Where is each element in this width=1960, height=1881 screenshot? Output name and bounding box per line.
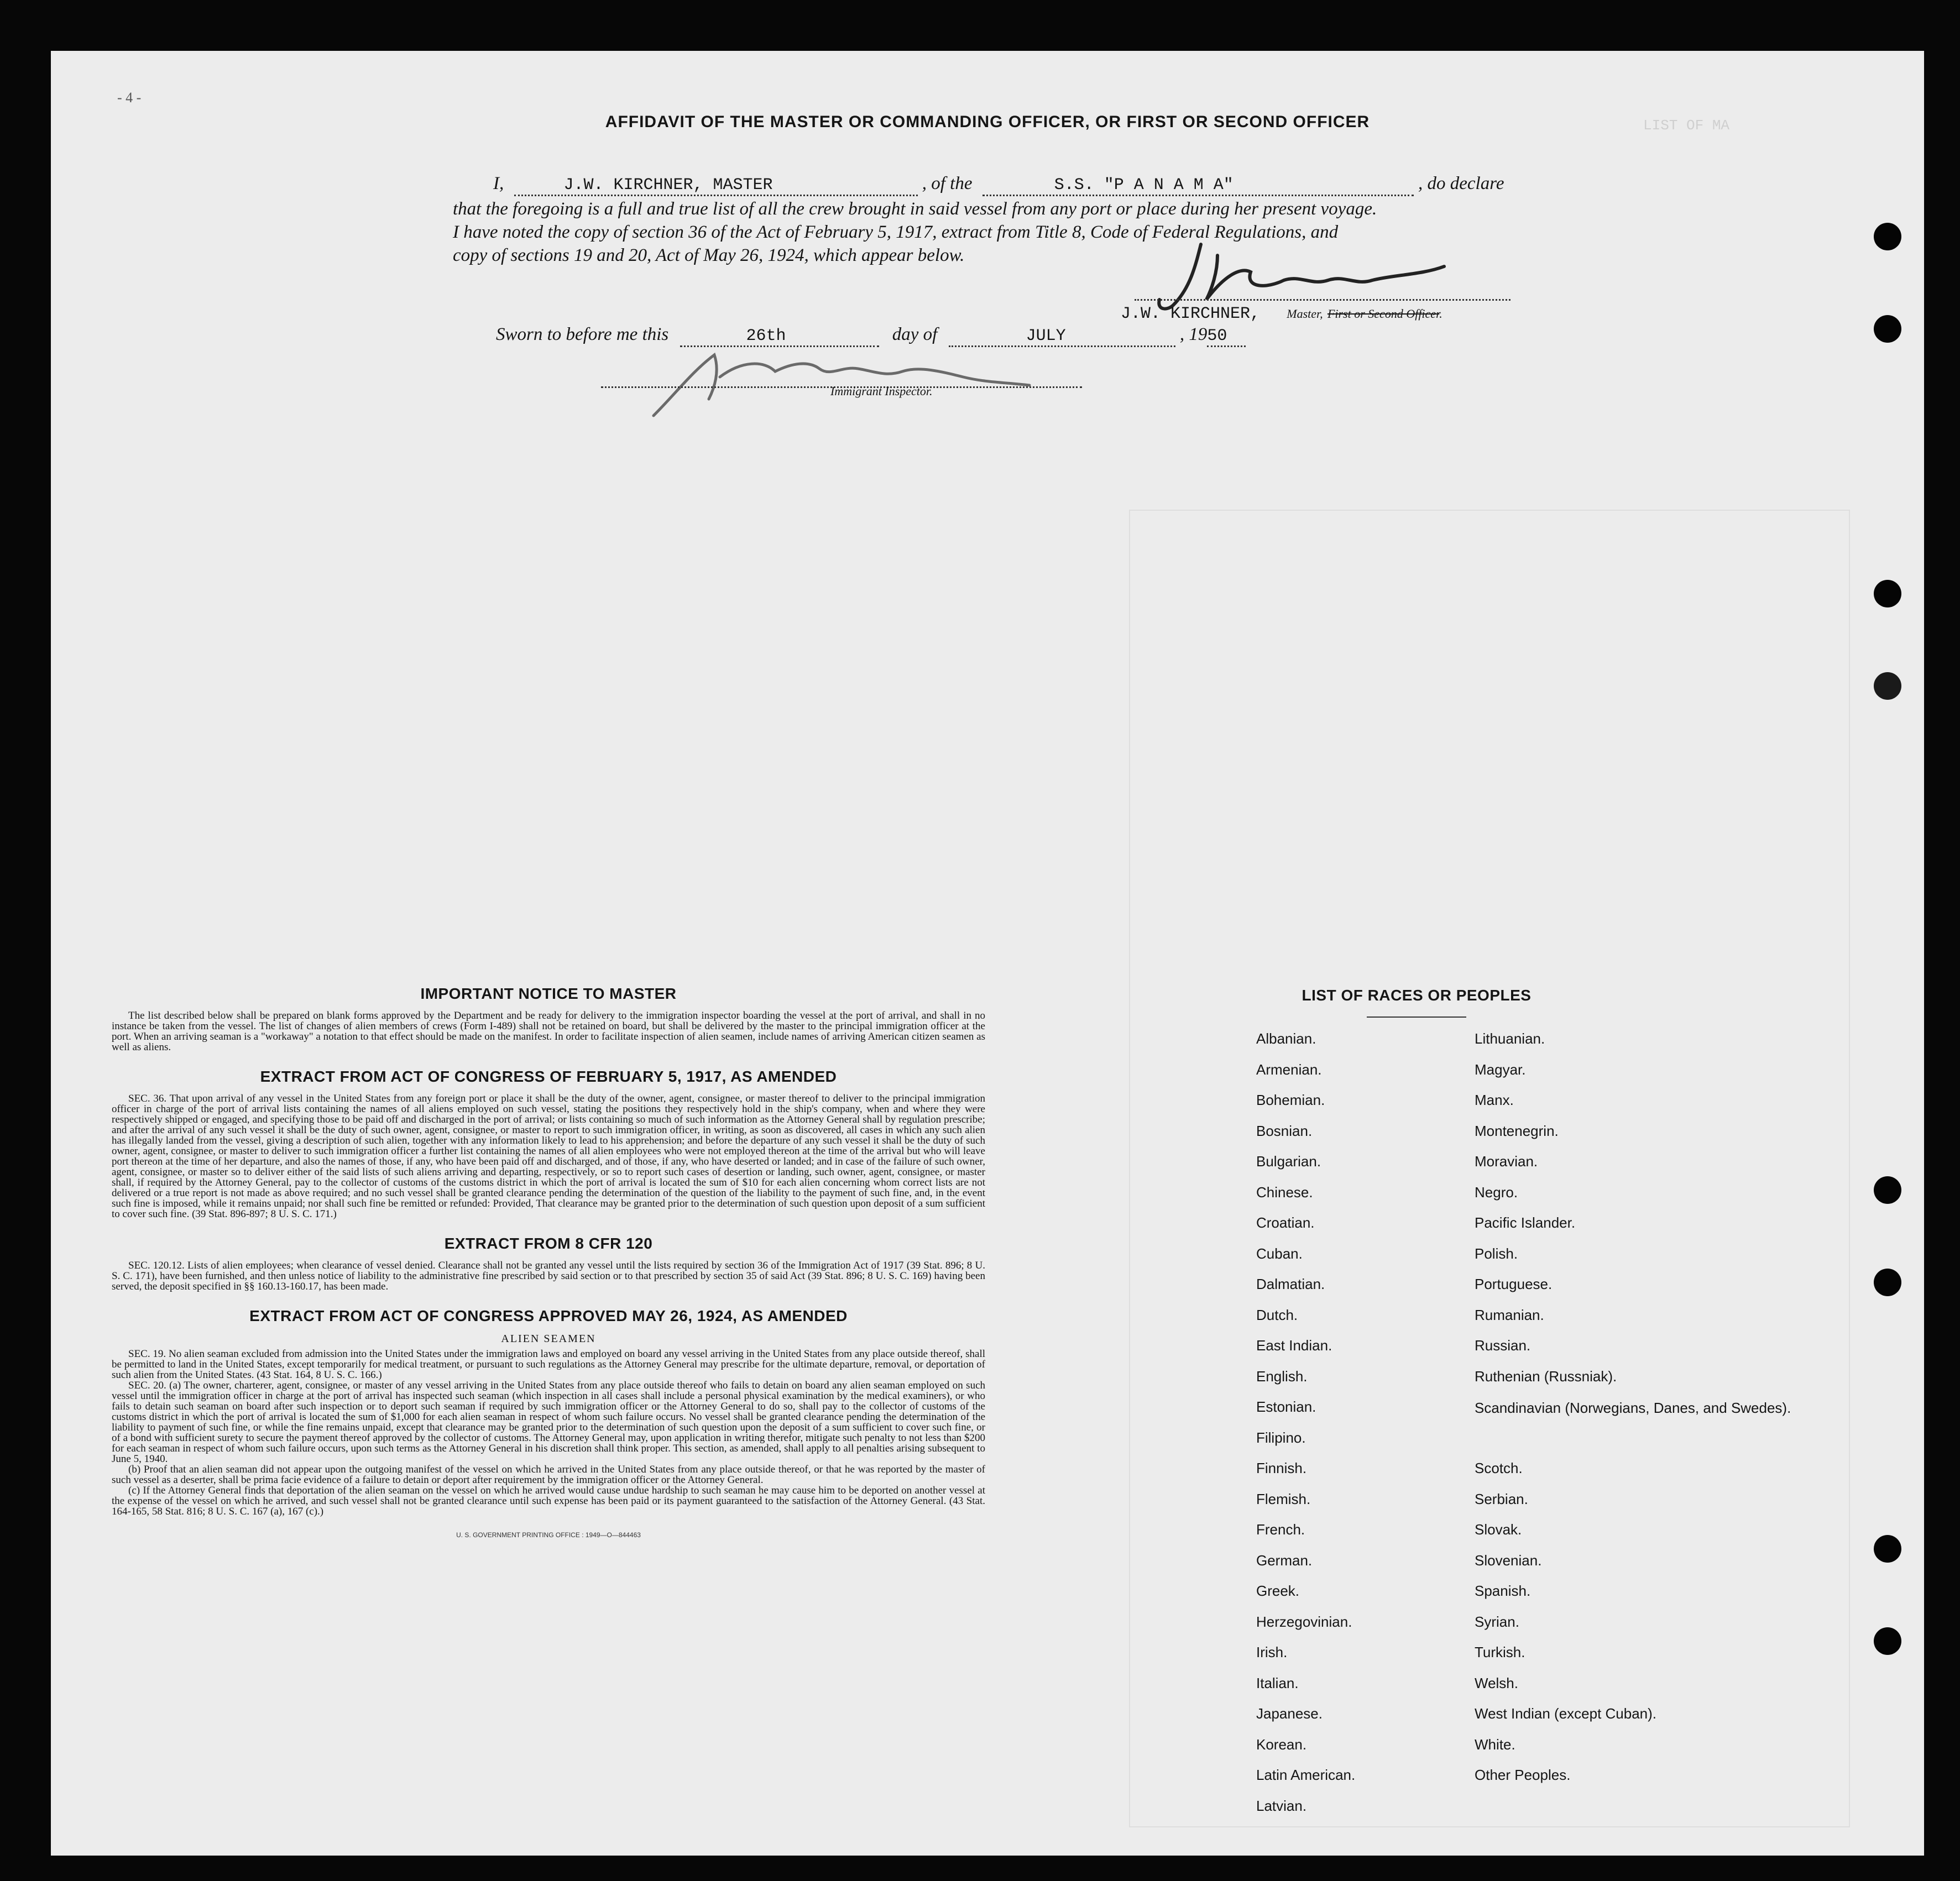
inspector-label: Immigrant Inspector.	[830, 384, 933, 398]
year-prefix: , 19	[1179, 324, 1208, 344]
sec-20a-text: SEC. 20. (a) The owner, charterer, agent, consignee, or master of any vessel arriving in the United States from any place outside thereof who fails to detain on board any alien seaman employed on such vessel until the immigration officer in charge at the port of arrival has inspected such seaman (which inspection in all cases shall include a personal physical examination by the medical examiners), or who fails to detain such seaman on board after such inspection or to deport such seaman if required by such immigration officer or the Attorney General to do so, shall pay to the collector of customs of the customs district in which the port of arrival is located the sum of $1,000 for each alien seaman in respect of whom such failure occurs. No vessel shall be granted clearance pending the determination of the liability to payment of such fine, or while the fine remains unpaid, except that clearance may be granted prior to the determination of such question upon the deposit of a sum sufficient to cover such fine, or of a bond with sufficient surety to secure the payment thereof approved by the collector of customs. The Attorney General may, upon application in writing therefor, mitigate such penalty to not less than $200 for each seaman in respect of whom such failure occurs, upon such terms as the Attorney General in his discretion shall think proper. This section, as amended, shall apply to all penalties arising subsequent to June 5, 1940.	[112, 1380, 985, 1465]
year-field[interactable]	[1207, 324, 1246, 347]
race-item: Bohemian.	[1256, 1092, 1325, 1108]
year-value: 50	[1207, 327, 1227, 345]
punch-hole	[1874, 580, 1901, 607]
race-item: Magyar.	[1475, 1061, 1526, 1078]
race-item: Portuguese.	[1475, 1276, 1553, 1292]
inspector-signature	[609, 338, 1135, 421]
sec-20c-text: (c) If the Attorney General finds that deportation of the alien seaman on the vessel on which he arrived would cause undue hardship to such seaman he may cause him to be deported on another vessel at the expense of the vessel on which he arrived, and such vessel shall not be granted clearance until such expense has been paid or its payment guaranteed to the satisfaction of the Attorney General. (43 Stat. 164-165, 58 Stat. 816; 8 U. S. C. 167 (a), 167 (c).)	[112, 1485, 985, 1517]
race-item: Irish.	[1256, 1644, 1288, 1660]
month-value: JULY	[1026, 327, 1066, 345]
race-item: Albanian.	[1256, 1030, 1316, 1047]
race-item: Slovak.	[1475, 1521, 1522, 1538]
race-item: Polish.	[1475, 1245, 1518, 1262]
do-declare-text: , do declare	[1418, 174, 1504, 193]
race-item: Croatian.	[1256, 1214, 1315, 1231]
declarant-prefix: I,	[493, 174, 504, 193]
race-item: Estonian.	[1256, 1398, 1316, 1415]
race-item: Manx.	[1475, 1092, 1514, 1108]
race-item: Cuban.	[1256, 1245, 1303, 1262]
races-title-rule	[1367, 1017, 1466, 1018]
sec-19-text: SEC. 19. No alien seaman excluded from admission into the United States under the immigration laws and employed on board any vessel arriving in the United States from any place outside thereof, shall be permitted to land in the United States, except temporarily for medical treatment, or pursuant to such regulations as the Attorney General may prescribe for the ultimate departure, removal, or deportation of such alien from the United States. (43 Stat. 164, 8 U. S. C. 166.)	[112, 1348, 985, 1381]
race-item: Serbian.	[1475, 1490, 1528, 1507]
cfr-120-title: EXTRACT FROM 8 CFR 120	[444, 1235, 653, 1252]
notice-column	[112, 985, 985, 1539]
extract-1917-text: SEC. 36. That upon arrival of any vessel in the United States from any foreign port or place it shall be the duty of the owner, agent, consignee, or master thereof to deliver to the principal immigration officer in charge of the port of arrival lists containing the names of all aliens employed on such vessel, stating the positions they respectively hold in the ship's company, when and where they were respectively shipped or engaged, and specifying those to be paid off and discharged in the port of arrival; or lists containing so much of such information as the Attorney General shall by regulation prescribe; and after the arrival of any such vessel it shall be the duty of such owner, agent, consignee, or master to report to such immigration officer, in writing, as soon as discovered, all cases in which any such alien has illegally landed from the vessel, giving a description of such alien, together with any information likely to lead to his apprehension; and before the departure of any such vessel it shall be the duty of such owner, agent, consignee, or master to deliver to such immigration officer a further list containing the names of all alien employees who were not employed thereon at the time of the arrival but who will leave port thereon at the time of her departure, and also the names of those, if any, who have been paid off and discharged, and of those, if any, who have deserted or landed; and in case of the failure of such owner, agent, consignee, or master so to deliver either of the said lists of such aliens arriving and departing, respectively, or so to report such cases of desertion or landing, such owner, agent, consignee, or master shall, if required by the Attorney General, pay to the collector of customs of the customs district in which the port of arrival is located the sum of $10 for each alien concerning whom correct lists are not delivered or a true report is not made as above required; and no such vessel shall be granted clearance pending the determination of the question of the liability to the payment of such fine, and, in the event such fine is imposed, while it remains unpaid; nor shall such fine be remitted or refunded: Provided, That clearance may be granted prior to the determination of such question upon deposit of a sum sufficient to cover such fine. (39 Stat. 896-897; 8 U. S. C. 171.)	[112, 1093, 985, 1220]
race-item: Dutch.	[1256, 1306, 1298, 1323]
extract-1924-title: EXTRACT FROM ACT OF CONGRESS APPROVED MAY 26, 1924, AS AMENDED	[249, 1307, 848, 1324]
affidavit-title: AFFIDAVIT OF THE MASTER OR COMMANDING OFFICER, OR FIRST OR SECOND OFFICER	[605, 113, 1370, 131]
race-item: Slovenian.	[1475, 1552, 1542, 1569]
sworn-text: Sworn to before me this	[496, 324, 669, 344]
sec-20b-text: (b) Proof that an alien seaman did not appear upon the outgoing manifest of the vessel on which he arrived in the United States from any place outside thereof, or that he was reported by the master of such vessel as a deserter, shall be prima facie evidence of a failure to detain or deport after requirement by the immigration officer or the Attorney General.	[112, 1464, 985, 1486]
race-item: Armenian.	[1256, 1061, 1322, 1078]
day-of-text: day of	[892, 324, 938, 344]
race-item: Russian.	[1475, 1337, 1531, 1354]
race-item: Japanese.	[1256, 1705, 1323, 1722]
race-item: Latin American.	[1256, 1767, 1356, 1783]
race-item: Welsh.	[1475, 1674, 1518, 1691]
form-page	[51, 51, 1924, 1856]
punch-hole	[1874, 1269, 1901, 1296]
bleed-through-text: LIST OF MA	[1643, 117, 1730, 134]
race-item: Spanish.	[1475, 1583, 1531, 1599]
race-item: Lithuanian.	[1475, 1030, 1545, 1047]
punch-hole	[1874, 315, 1901, 343]
race-item: Pacific Islander.	[1475, 1214, 1576, 1231]
notice-title: IMPORTANT NOTICE TO MASTER	[420, 985, 677, 1002]
punch-hole	[1874, 1535, 1901, 1563]
punch-hole	[1874, 1627, 1901, 1655]
officer-struck-label: First or Second Officer	[1327, 307, 1440, 321]
race-item: Montenegrin.	[1475, 1122, 1559, 1139]
race-item: East Indian.	[1256, 1337, 1332, 1354]
signer-name: J.W. KIRCHNER,	[1121, 305, 1261, 323]
cfr-120-text: SEC. 120.12. Lists of alien employees; when clearance of vessel denied. Clearance shall not be granted any vessel until the lists required by section 36 of the Immigration Act of 1917 (39 Stat. 896; 8 U. S. C. 171), have been furnished, and then unless notice of liability to the administrative fine prescribed by said section or to that prescribed by section 35 of said Act (39 Stat. 896; 8 U. S. C. 169) having been served, the deposit specified in §§ 160.13-160.17, has been made.	[112, 1260, 985, 1292]
race-item: Ruthenian (Russniak).	[1475, 1367, 1617, 1385]
race-item: Turkish.	[1475, 1644, 1525, 1660]
race-item: Flemish.	[1256, 1490, 1311, 1507]
race-item: Bulgarian.	[1256, 1153, 1321, 1170]
race-item: White.	[1475, 1736, 1515, 1753]
alien-seamen-subtitle: ALIEN SEAMEN	[501, 1333, 596, 1345]
notice-text: The list described below shall be prepared on blank forms approved by the Department and be ready for delivery to the immigration inspector boarding the vessel at the port of arrival, and shall in no instance be taken from the vessel. The list of changes of alien members of crews (Form I-489) shall not be retained on board, but shall be delivered by the master to the principal immigration officer at the port. When an arriving seaman is a "workaway" a notation to that effect should be made on the manifest. In order to facilitate inspection of alien seamen, include names of arriving American citizen seamen as well as aliens.	[112, 1010, 985, 1053]
vessel-field[interactable]	[982, 174, 1414, 196]
declaration-line	[493, 174, 1504, 196]
declaration-line-3: I have noted the copy of section 36 of the Act of February 5, 1917, extract from Title 8, Code of Federal Regulations, and	[453, 222, 1339, 242]
signer-line	[1121, 302, 1442, 323]
officer-master-label: Master,	[1287, 307, 1323, 321]
race-item: French.	[1256, 1521, 1305, 1538]
race-item: Syrian.	[1475, 1613, 1519, 1630]
vessel-value: S.S. "P A N A M A"	[1054, 176, 1234, 195]
extract-1917-title: EXTRACT FROM ACT OF CONGRESS OF FEBRUARY 5, 1917, AS AMENDED	[260, 1068, 837, 1085]
race-item: Korean.	[1256, 1736, 1307, 1753]
page-mark: - 4 -	[117, 90, 142, 106]
punch-hole	[1874, 672, 1901, 700]
declaration-line-2: that the foregoing is a full and true list of all the crew brought in said vessel from any port or place during her present voyage.	[453, 199, 1377, 219]
of-the-text: , of the	[922, 174, 973, 193]
race-item: Other Peoples.	[1475, 1767, 1571, 1783]
race-item: Negro.	[1475, 1183, 1518, 1201]
race-item: Herzegovinian.	[1256, 1613, 1352, 1630]
race-item: Finnish.	[1256, 1460, 1307, 1476]
race-item: Scandinavian (Norwegians, Danes, and Swedes).	[1475, 1400, 1791, 1416]
master-name-value: J.W. KIRCHNER, MASTER	[563, 176, 773, 195]
master-name-field[interactable]	[514, 174, 918, 196]
race-item: English.	[1256, 1367, 1308, 1385]
races-right-column	[1475, 1030, 1791, 1798]
races-title: LIST OF RACES OR PEOPLES	[1302, 987, 1532, 1004]
race-item: German.	[1256, 1552, 1313, 1569]
race-item: Rumanian.	[1475, 1306, 1544, 1323]
race-item: Dalmatian.	[1256, 1276, 1325, 1292]
race-item: Filipino.	[1256, 1429, 1306, 1446]
race-item: Scotch.	[1475, 1460, 1523, 1476]
printer-imprint: U. S. GOVERNMENT PRINTING OFFICE : 1949—O—844463	[456, 1531, 641, 1539]
race-item: Italian.	[1256, 1674, 1299, 1691]
officer-label-end: .	[1439, 307, 1442, 321]
race-item: Moravian.	[1475, 1153, 1538, 1170]
race-item: West Indian (except Cuban).	[1475, 1705, 1657, 1722]
day-value: 26th	[746, 327, 786, 345]
race-item: Chinese.	[1256, 1183, 1313, 1201]
race-item: Bosnian.	[1256, 1122, 1313, 1139]
race-item: Latvian.	[1256, 1797, 1307, 1814]
races-left-column	[1256, 1030, 1355, 1828]
master-signature-line	[1135, 299, 1510, 301]
punch-hole	[1874, 223, 1901, 250]
race-item: Greek.	[1256, 1583, 1300, 1599]
punch-hole	[1874, 1176, 1901, 1204]
declaration-line-4: copy of sections 19 and 20, Act of May 26, 1924, which appear below.	[453, 245, 965, 265]
